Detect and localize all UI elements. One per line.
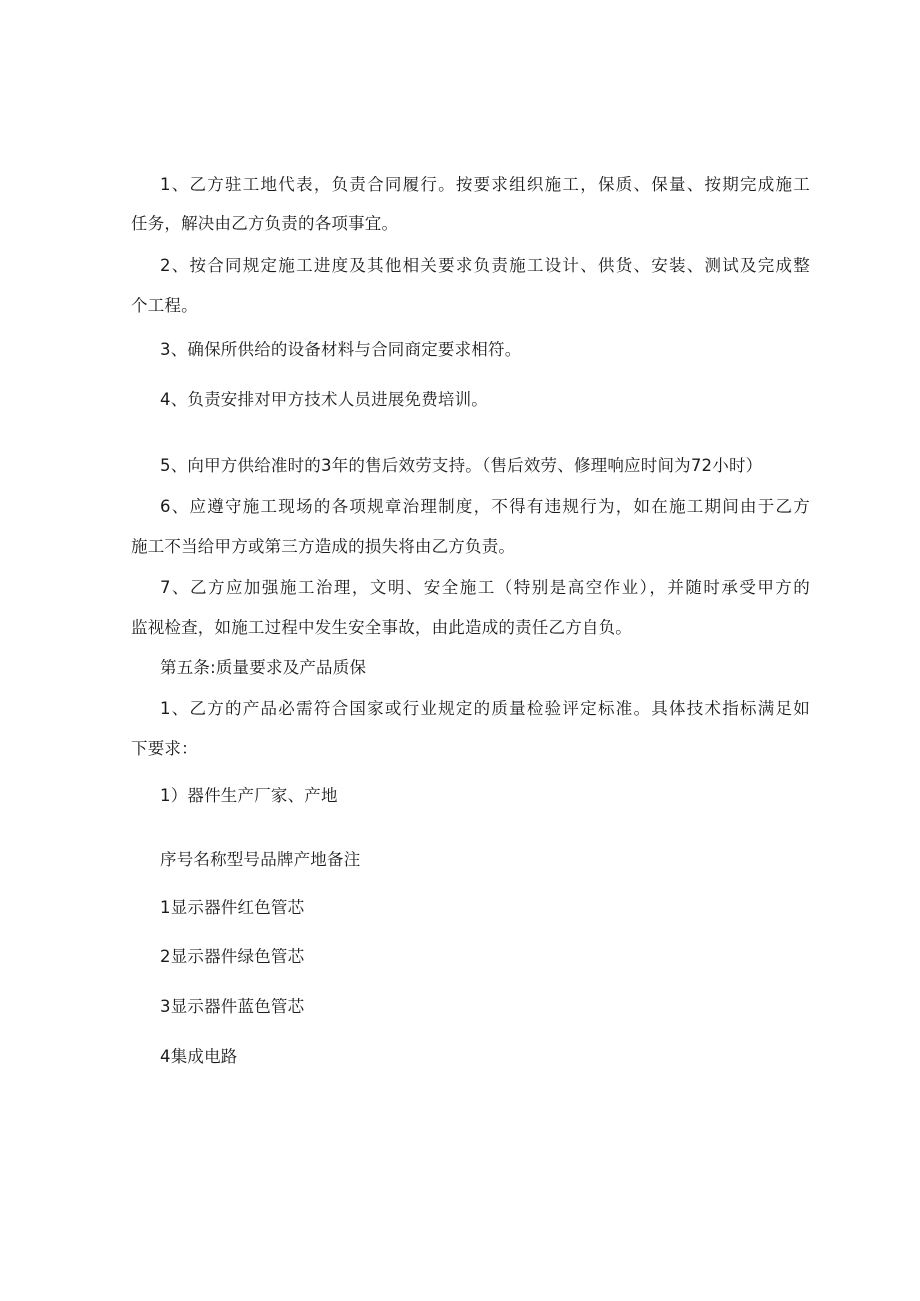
paragraph-1-line-2: 任务，解决由乙方负责的各项事宜。 bbox=[131, 214, 399, 233]
table-row: 2显示器件绿色管芯 bbox=[160, 947, 305, 966]
paragraph-4: 4、负责安排对甲方技术人员进展免费培训。 bbox=[160, 390, 488, 409]
quality-paragraph-line-1: 1、乙方的产品必需符合国家或行业规定的质量检验评定标准。具体技术指标满足如 bbox=[160, 699, 810, 718]
table-header-line: 序号名称型号品牌产地备注 bbox=[160, 850, 361, 869]
table-row: 1显示器件红色管芯 bbox=[160, 898, 305, 917]
table-row: 3显示器件蓝色管芯 bbox=[160, 997, 305, 1016]
paragraph-2-line-2: 个工程。 bbox=[131, 296, 198, 315]
paragraph-7-line-2: 监视检查，如施工过程中发生安全事故，由此造成的责任乙方自负。 bbox=[131, 618, 632, 637]
section-heading: 第五条:质量要求及产品质保 bbox=[160, 658, 367, 677]
paragraph-3: 3、确保所供给的设备材料与合同商定要求相符。 bbox=[160, 340, 522, 359]
paragraph-7-line-1: 7、乙方应加强施工治理，文明、安全施工（特别是高空作业），并随时承受甲方的 bbox=[160, 578, 810, 597]
paragraph-6-line-1: 6、应遵守施工现场的各项规章治理制度，不得有违规行为，如在施工期间由于乙方 bbox=[160, 497, 810, 516]
quality-paragraph-line-2: 下要求： bbox=[131, 739, 198, 758]
paragraph-6-line-2: 施工不当给甲方或第三方造成的损失将由乙方负责。 bbox=[131, 537, 516, 556]
sub-item-1: 1）器件生产厂家、产地 bbox=[160, 786, 338, 805]
paragraph-2-line-1: 2、按合同规定施工进度及其他相关要求负责施工设计、供货、安装、测试及完成整 bbox=[160, 256, 810, 275]
paragraph-5: 5、向甲方供给准时的3年的售后效劳支持。（售后效劳、修理响应时间为72小时） bbox=[160, 456, 763, 475]
paragraph-1-line-1: 1、乙方驻工地代表，负责合同履行。按要求组织施工，保质、保量、按期完成施工 bbox=[160, 175, 810, 194]
table-row: 4集成电路 bbox=[160, 1047, 238, 1066]
